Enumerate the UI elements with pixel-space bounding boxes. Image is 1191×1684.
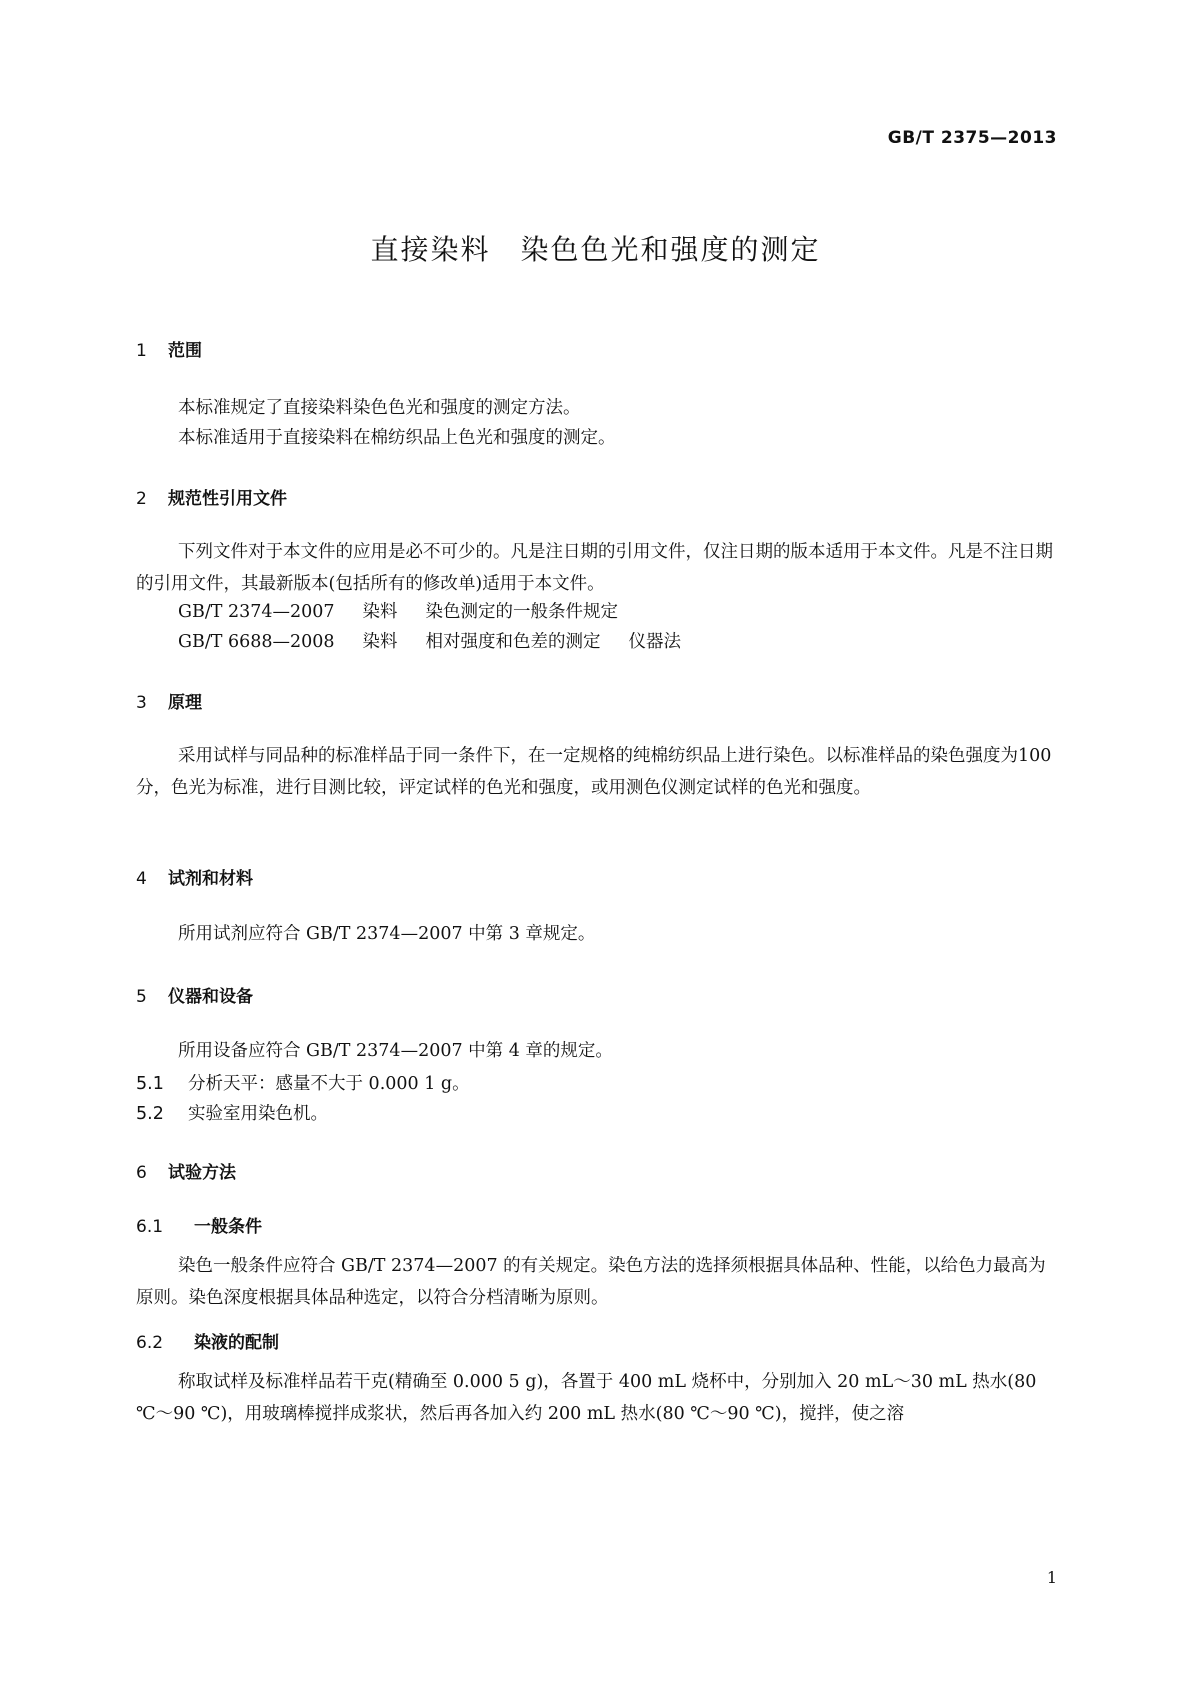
document-title xyxy=(0,228,1191,268)
section-title: 原理 xyxy=(168,693,202,713)
reference-title-a: 染料 xyxy=(362,602,398,622)
section-number: 4 xyxy=(136,869,147,889)
section-number: 5 xyxy=(136,987,147,1007)
subsection-6-2-heading xyxy=(136,1328,279,1353)
section-1-paragraph-2: 本标准适用于直接染料在棉纺织品上色光和强度的测定。 xyxy=(178,428,616,448)
section-2-paragraph-1: 下列文件对于本文件的应用是必不可少的。凡是注日期的引用文件，仅注日期的版本适用于本文件。凡是不注日期的引用文件，其最新版本(包括所有的修改单)适用于本文件。 xyxy=(136,542,1053,594)
clause-item xyxy=(136,1070,470,1095)
normative-reference xyxy=(178,598,618,623)
section-4-paragraph-1: 所用试剂应符合 GB/T 2374—2007 中第 3 章规定。 xyxy=(178,924,596,944)
subsection-title: 一般条件 xyxy=(194,1217,262,1237)
subsection-title: 染液的配制 xyxy=(194,1333,279,1353)
section-3-heading xyxy=(136,688,202,713)
clause-text: 分析天平：感量不大于 0.000 1 g。 xyxy=(188,1074,470,1094)
subsection-6-1-heading xyxy=(136,1212,262,1237)
subsection-number: 6.2 xyxy=(136,1333,164,1353)
section-6-heading xyxy=(136,1158,236,1183)
section-number: 6 xyxy=(136,1163,147,1183)
standard-number: GB/T 2375—2013 xyxy=(887,128,1057,148)
clause-number: 5.1 xyxy=(136,1074,164,1094)
section-4-heading xyxy=(136,864,253,889)
subsection-6-2-paragraph: 称取试样及标准样品若干克(精确至 0.000 5 g)，各置于 400 mL 烧杯中，分别加入 20 mL～30 mL 热水(80 ℃～90 ℃)，用玻璃棒搅拌成浆状，然后再各加入约 200 mL 热水(80 ℃～90 ℃)，搅拌，使之溶 xyxy=(136,1372,1037,1424)
normative-reference xyxy=(178,628,681,653)
subsection-number: 6.1 xyxy=(136,1217,164,1237)
section-title: 试剂和材料 xyxy=(168,869,253,889)
page-number: 1 xyxy=(1046,1568,1057,1587)
section-3-paragraph-1: 采用试样与同品种的标准样品于同一条件下，在一定规格的纯棉纺织品上进行染色。以标准样品的染色强度为100分，色光为标准，进行目测比较，评定试样的色光和强度，或用测色仪测定试样的色光和强度。 xyxy=(136,746,1052,798)
reference-code: GB/T 2374—2007 xyxy=(178,602,335,622)
reference-title-b: 染色测定的一般条件规定 xyxy=(425,602,619,622)
reference-title-c: 仪器法 xyxy=(628,632,682,652)
section-title: 试验方法 xyxy=(168,1163,236,1183)
section-title: 规范性引用文件 xyxy=(168,489,287,509)
section-title: 仪器和设备 xyxy=(168,987,253,1007)
section-number: 3 xyxy=(136,693,147,713)
section-number: 1 xyxy=(136,341,147,361)
section-1-paragraph-1: 本标准规定了直接染料染色色光和强度的测定方法。 xyxy=(178,398,581,418)
clause-item xyxy=(136,1100,328,1125)
clause-text: 实验室用染色机。 xyxy=(188,1104,328,1124)
section-5-paragraph-1: 所用设备应符合 GB/T 2374—2007 中第 4 章的规定。 xyxy=(178,1041,613,1061)
reference-title-a: 染料 xyxy=(362,632,398,652)
title-part-1: 直接染料 xyxy=(370,233,491,266)
section-number: 2 xyxy=(136,489,147,509)
title-part-2: 染色色光和强度的测定 xyxy=(520,233,821,266)
subsection-6-1-paragraph: 染色一般条件应符合 GB/T 2374—2007 的有关规定。染色方法的选择须根据具体品种、性能，以给色力最高为原则。染色深度根据具体品种选定，以符合分档清晰为原则。 xyxy=(136,1256,1046,1308)
section-2-heading xyxy=(136,484,287,509)
section-5-heading xyxy=(136,982,253,1007)
section-title: 范围 xyxy=(168,341,202,361)
section-1-heading xyxy=(136,336,202,361)
reference-title-b: 相对强度和色差的测定 xyxy=(425,632,601,652)
reference-code: GB/T 6688—2008 xyxy=(178,632,335,652)
clause-number: 5.2 xyxy=(136,1104,164,1124)
